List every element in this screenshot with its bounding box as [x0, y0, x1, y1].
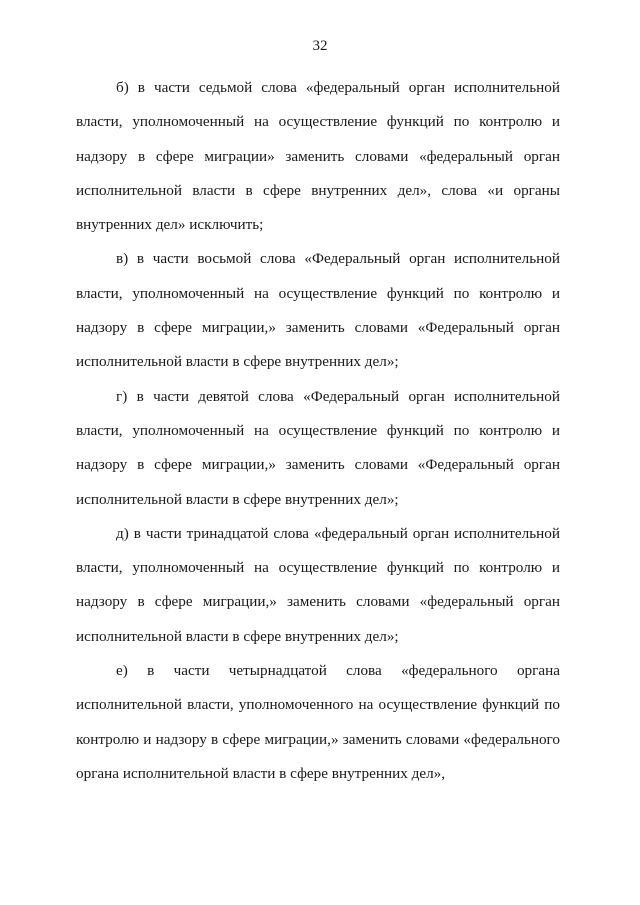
- paragraph-e: е) в части четырнадцатой слова «федерального органа исполнительной власти, уполномоченного на осуществление функций по контролю и надзору в сфере миграции,» заменить словами «федерального органа исполнительной власти в сфере внутренних дел»,: [76, 662, 560, 782]
- paragraph-b: б) в части седьмой слова «федеральный орган исполнительной власти, уполномоченный на осуществление функций по контролю и надзору в сфере миграции» заменить словами «федеральный орган исполнительной власти в сфере внутренних дел», слова «и органы внутренних дел» исключить;: [76, 79, 560, 234]
- paragraph-d: д) в части тринадцатой слова «федеральный орган исполнительной власти, уполномоченный на осуществление функций по контролю и надзору в сфере миграции,» заменить словами «федеральный орган исполнительной власти в сфере внутренних дел»;: [76, 524, 560, 645]
- document-body: [76, 71, 560, 791]
- page-number: 32: [312, 38, 328, 54]
- paragraph-v: в) в части восьмой слова «Федеральный орган исполнительной власти, уполномоченный на осуществление функций по контролю и надзору в сфере миграции,» заменить словами «Федеральный орган исполнительной власти в сфере внутренних дел»;: [76, 250, 560, 371]
- paragraph-g: г) в части девятой слова «Федеральный орган исполнительной власти, уполномоченный на осуществление функций по контролю и надзору в сфере миграции,» заменить словами «Федеральный орган исполнительной власти в сфере внутренних дел»;: [76, 387, 560, 508]
